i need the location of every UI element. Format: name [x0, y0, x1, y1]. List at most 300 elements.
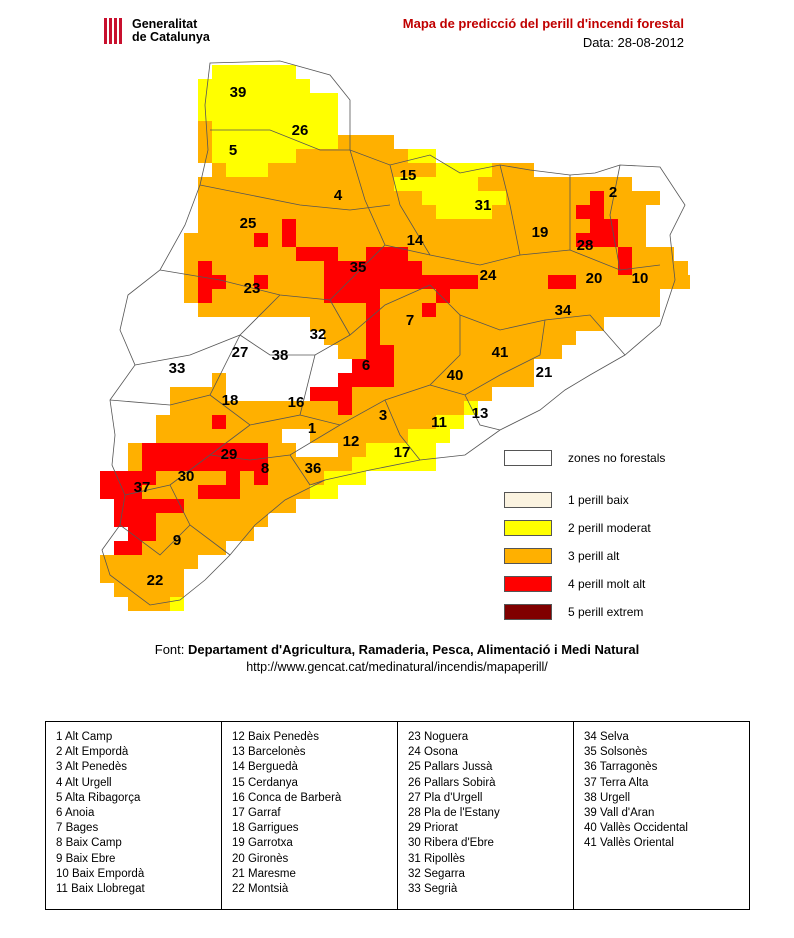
- risk-cell: [268, 261, 282, 275]
- risk-cell: [520, 345, 534, 359]
- risk-cell: [338, 387, 352, 401]
- risk-cell: [296, 233, 310, 247]
- risk-cell: [198, 429, 212, 443]
- risk-cell: [296, 107, 310, 121]
- risk-cell: [464, 275, 478, 289]
- risk-cell: [240, 373, 254, 387]
- risk-cell: [450, 191, 464, 205]
- risk-cell: [268, 443, 282, 457]
- risk-cell: [436, 331, 450, 345]
- risk-cell: [632, 191, 646, 205]
- risk-cell: [450, 317, 464, 331]
- risk-cell: [198, 191, 212, 205]
- risk-cell: [408, 289, 422, 303]
- region-number-label: 14: [406, 232, 424, 249]
- risk-cell: [464, 345, 478, 359]
- risk-cell: [646, 303, 660, 317]
- risk-cell: [380, 359, 394, 373]
- region-number-label: 32: [309, 326, 327, 343]
- risk-cell: [422, 373, 436, 387]
- region-entry: 30 Ribera d'Ebre: [408, 837, 494, 850]
- legend-item: [504, 518, 764, 538]
- risk-cell: [198, 485, 212, 499]
- risk-cell: [296, 345, 310, 359]
- risk-cell: [170, 569, 184, 583]
- risk-cell: [408, 345, 422, 359]
- legend-label: 1 perill baix: [568, 493, 629, 507]
- risk-cell: [478, 289, 492, 303]
- risk-cell: [338, 275, 352, 289]
- risk-cell: [464, 331, 478, 345]
- risk-cell: [212, 429, 226, 443]
- legend-swatch: [504, 520, 552, 536]
- risk-cell: [618, 219, 632, 233]
- risk-cell: [422, 289, 436, 303]
- risk-cell: [254, 233, 268, 247]
- region-number-label: 41: [491, 344, 509, 361]
- region-entry: 1 Alt Camp: [56, 731, 113, 743]
- risk-cell: [422, 387, 436, 401]
- risk-cell: [226, 205, 240, 219]
- risk-cell: [562, 317, 576, 331]
- risk-cell: [450, 219, 464, 233]
- region-number-label: 29: [220, 446, 238, 463]
- risk-cell: [338, 359, 352, 373]
- map-title: Mapa de predicció del perill d'incendi forestal: [402, 16, 684, 31]
- risk-cell: [296, 163, 310, 177]
- risk-cell: [478, 177, 492, 191]
- region-number-label: 34: [554, 302, 572, 319]
- risk-cell: [450, 261, 464, 275]
- risk-cell: [254, 499, 268, 513]
- risk-cell: [366, 261, 380, 275]
- risk-cell: [240, 471, 254, 485]
- risk-cell: [226, 303, 240, 317]
- risk-cell: [212, 289, 226, 303]
- risk-cell: [212, 219, 226, 233]
- risk-cell: [338, 471, 352, 485]
- risk-cell: [492, 303, 506, 317]
- risk-cell: [268, 219, 282, 233]
- risk-cell: [296, 303, 310, 317]
- region-entry: 22 Montsià: [232, 883, 289, 896]
- risk-cell: [394, 401, 408, 415]
- risk-cell: [548, 345, 562, 359]
- region-number-label: 33: [168, 360, 186, 377]
- risk-cell: [590, 205, 604, 219]
- risk-cell: [674, 275, 688, 289]
- map-date: Data: 28-08-2012: [582, 35, 684, 50]
- source-org: Departament d'Agricultura, Ramaderia, Pesca, Alimentació i Medi Natural: [188, 642, 640, 657]
- risk-cell: [212, 65, 226, 79]
- risk-cell: [366, 443, 380, 457]
- risk-cell: [296, 247, 310, 261]
- risk-cell: [352, 457, 366, 471]
- risk-cell: [296, 191, 310, 205]
- region-entry: 23 Noguera: [408, 731, 469, 743]
- risk-cell: [520, 373, 534, 387]
- risk-cell: [240, 387, 254, 401]
- risk-cell: [310, 233, 324, 247]
- risk-cell: [366, 457, 380, 471]
- risk-cell: [352, 275, 366, 289]
- risk-cell: [156, 443, 170, 457]
- risk-cell: [310, 107, 324, 121]
- risk-cell: [212, 205, 226, 219]
- risk-cell: [464, 303, 478, 317]
- risk-cell: [380, 429, 394, 443]
- risk-cell: [618, 303, 632, 317]
- region-number-label: 12: [342, 433, 360, 450]
- risk-cell: [464, 247, 478, 261]
- risk-cell: [156, 513, 170, 527]
- risk-cell: [310, 275, 324, 289]
- risk-cell: [352, 387, 366, 401]
- risk-cell: [422, 275, 436, 289]
- risk-cell: [254, 149, 268, 163]
- risk-cell: [240, 177, 254, 191]
- risk-cell: [114, 583, 128, 597]
- risk-cell: [254, 303, 268, 317]
- risk-cell: [380, 247, 394, 261]
- risk-cell: [184, 261, 198, 275]
- risk-cell: [198, 303, 212, 317]
- risk-cell: [380, 135, 394, 149]
- risk-cell: [450, 205, 464, 219]
- risk-cell: [450, 247, 464, 261]
- risk-cell: [198, 527, 212, 541]
- risk-cell: [310, 177, 324, 191]
- risk-cell: [450, 275, 464, 289]
- region-entry: 12 Baix Penedès: [232, 731, 319, 743]
- risk-cell: [450, 163, 464, 177]
- risk-cell: [310, 401, 324, 415]
- risk-cell: [296, 261, 310, 275]
- risk-cell: [212, 275, 226, 289]
- region-key-table: [45, 721, 750, 910]
- region-entry: 7 Bages: [56, 822, 99, 835]
- region-entry: 16 Conca de Barberà: [232, 791, 342, 804]
- risk-cell: [156, 555, 170, 569]
- risk-cell: [408, 401, 422, 415]
- risk-cell: [226, 65, 240, 79]
- risk-cell: [506, 247, 520, 261]
- risk-cell: [310, 149, 324, 163]
- risk-cell: [268, 163, 282, 177]
- region-number-label: 17: [393, 444, 411, 461]
- risk-cell: [296, 93, 310, 107]
- risk-cell: [156, 499, 170, 513]
- risk-cell: [226, 247, 240, 261]
- risk-cell: [646, 247, 660, 261]
- risk-cell: [254, 177, 268, 191]
- risk-cell: [212, 527, 226, 541]
- risk-cell: [324, 387, 338, 401]
- risk-cell: [408, 331, 422, 345]
- risk-cell: [394, 247, 408, 261]
- risk-cell: [352, 303, 366, 317]
- risk-cell: [338, 303, 352, 317]
- risk-cell: [240, 499, 254, 513]
- risk-cell: [268, 485, 282, 499]
- risk-cell: [394, 345, 408, 359]
- risk-cell: [534, 275, 548, 289]
- risk-cell: [380, 205, 394, 219]
- risk-cell: [548, 247, 562, 261]
- risk-cell: [450, 331, 464, 345]
- source-prefix: Font:: [154, 642, 188, 657]
- region-number-label: 11: [431, 414, 447, 431]
- risk-cell: [422, 149, 436, 163]
- risk-cell: [310, 303, 324, 317]
- risk-cell: [380, 149, 394, 163]
- risk-cell: [492, 373, 506, 387]
- risk-cell: [352, 205, 366, 219]
- risk-cell: [324, 121, 338, 135]
- generalitat-logo: [104, 18, 210, 44]
- risk-cell: [310, 261, 324, 275]
- risk-cell: [576, 177, 590, 191]
- region-number-label: 40: [446, 367, 464, 384]
- risk-cell: [254, 93, 268, 107]
- risk-cell: [408, 261, 422, 275]
- risk-cell: [618, 191, 632, 205]
- legend-label: 5 perill extrem: [568, 605, 644, 619]
- risk-cell: [226, 527, 240, 541]
- risk-cell: [352, 471, 366, 485]
- risk-cell: [408, 373, 422, 387]
- region-entry: 28 Pla de l'Estany: [408, 807, 500, 820]
- risk-cell: [324, 135, 338, 149]
- risk-cell: [268, 331, 282, 345]
- risk-cell: [282, 247, 296, 261]
- risk-cell: [366, 429, 380, 443]
- region-entry: 39 Vall d'Aran: [584, 807, 655, 820]
- region-entry: 4 Alt Urgell: [56, 776, 112, 789]
- risk-cell: [212, 79, 226, 93]
- risk-cell: [226, 177, 240, 191]
- risk-cell: [450, 401, 464, 415]
- risk-cell: [114, 569, 128, 583]
- risk-cell: [184, 233, 198, 247]
- risk-cell: [128, 555, 142, 569]
- risk-cell: [170, 513, 184, 527]
- region-entry: 37 Terra Alta: [584, 776, 649, 789]
- risk-cell: [436, 317, 450, 331]
- risk-cell: [338, 373, 352, 387]
- risk-cell: [478, 359, 492, 373]
- risk-cell: [408, 429, 422, 443]
- risk-cell: [198, 513, 212, 527]
- risk-cell: [562, 177, 576, 191]
- risk-cell: [366, 387, 380, 401]
- risk-cell: [212, 233, 226, 247]
- risk-cell: [422, 219, 436, 233]
- risk-cell: [352, 317, 366, 331]
- legend-item: [504, 602, 764, 622]
- region-number-label: 15: [399, 167, 417, 184]
- risk-cell: [156, 541, 170, 555]
- risk-cell: [226, 485, 240, 499]
- risk-cell: [226, 219, 240, 233]
- risk-cell: [282, 261, 296, 275]
- risk-cell: [226, 261, 240, 275]
- risk-cell: [268, 401, 282, 415]
- risk-cell: [436, 233, 450, 247]
- risk-cell: [198, 471, 212, 485]
- risk-cell: [198, 135, 212, 149]
- risk-cell: [324, 163, 338, 177]
- risk-cell: [198, 149, 212, 163]
- risk-cell: [310, 485, 324, 499]
- risk-cell: [198, 205, 212, 219]
- risk-cell: [562, 331, 576, 345]
- risk-cell: [646, 191, 660, 205]
- risk-cell: [170, 429, 184, 443]
- risk-cell: [366, 275, 380, 289]
- risk-cell: [324, 289, 338, 303]
- risk-cell: [184, 513, 198, 527]
- risk-cell: [422, 191, 436, 205]
- risk-cell: [548, 177, 562, 191]
- risk-cell: [268, 205, 282, 219]
- risk-cell: [576, 289, 590, 303]
- risk-cell: [646, 289, 660, 303]
- risk-cell: [212, 261, 226, 275]
- risk-cell: [478, 233, 492, 247]
- risk-cell: [394, 331, 408, 345]
- risk-cell: [240, 485, 254, 499]
- risk-cell: [618, 289, 632, 303]
- risk-cell: [478, 303, 492, 317]
- risk-cell: [366, 233, 380, 247]
- risk-cell: [198, 401, 212, 415]
- risk-cell: [170, 499, 184, 513]
- risk-cell: [198, 499, 212, 513]
- risk-cell: [380, 261, 394, 275]
- risk-cell: [184, 401, 198, 415]
- risk-cell: [422, 443, 436, 457]
- risk-cell: [366, 373, 380, 387]
- risk-cell: [324, 219, 338, 233]
- risk-cell: [492, 219, 506, 233]
- risk-cell: [324, 457, 338, 471]
- risk-cell: [184, 289, 198, 303]
- risk-cell: [310, 191, 324, 205]
- risk-cell: [254, 331, 268, 345]
- risk-cell: [240, 233, 254, 247]
- risk-cell: [170, 485, 184, 499]
- risk-cell: [548, 289, 562, 303]
- risk-cell: [156, 429, 170, 443]
- risk-cell: [534, 177, 548, 191]
- risk-cell: [282, 485, 296, 499]
- risk-cell: [548, 205, 562, 219]
- logo-line1: Generalitat: [132, 17, 198, 31]
- risk-cell: [618, 261, 632, 275]
- risk-cell: [268, 121, 282, 135]
- risk-cell: [422, 345, 436, 359]
- risk-cell: [226, 499, 240, 513]
- risk-cell: [128, 541, 142, 555]
- risk-cell: [380, 317, 394, 331]
- region-entry: 17 Garraf: [232, 807, 281, 820]
- risk-cell: [380, 177, 394, 191]
- risk-cell: [296, 359, 310, 373]
- risk-cell: [268, 471, 282, 485]
- risk-cell: [590, 219, 604, 233]
- risk-cell: [338, 219, 352, 233]
- risk-cell: [198, 261, 212, 275]
- risk-cell: [352, 331, 366, 345]
- region-number-label: 25: [239, 215, 257, 232]
- risk-cell: [128, 499, 142, 513]
- risk-cell: [282, 373, 296, 387]
- risk-cell: [198, 289, 212, 303]
- risk-cell: [324, 93, 338, 107]
- risk-cell: [198, 219, 212, 233]
- source-block: [0, 642, 794, 674]
- risk-cell: [632, 247, 646, 261]
- source-url[interactable]: http://www.gencat.cat/medinatural/incendis/mapaperill/: [246, 660, 548, 674]
- risk-cell: [380, 191, 394, 205]
- region-entry: 21 Maresme: [232, 867, 296, 880]
- risk-cell: [240, 261, 254, 275]
- risk-cell: [324, 359, 338, 373]
- risk-cell: [380, 443, 394, 457]
- risk-cell: [632, 233, 646, 247]
- risk-cell: [212, 485, 226, 499]
- region-number-label: 22: [146, 572, 164, 589]
- risk-cell: [464, 219, 478, 233]
- risk-cell: [506, 261, 520, 275]
- region-entry: 25 Pallars Jussà: [408, 761, 493, 774]
- risk-cell: [492, 331, 506, 345]
- risk-cell: [338, 289, 352, 303]
- risk-cell: [478, 219, 492, 233]
- legend-swatch: [504, 548, 552, 564]
- risk-cell: [338, 457, 352, 471]
- region-number-label: 31: [474, 197, 492, 214]
- region-entry: 8 Baix Camp: [56, 837, 122, 850]
- risk-cell: [394, 359, 408, 373]
- risk-cell: [142, 443, 156, 457]
- region-entry: 38 Urgell: [584, 791, 631, 804]
- risk-cell: [478, 345, 492, 359]
- region-number-label: 36: [304, 460, 322, 477]
- risk-cell: [170, 583, 184, 597]
- legend-swatch: [504, 492, 552, 508]
- region-number-label: 39: [229, 84, 247, 101]
- risk-cell: [212, 499, 226, 513]
- risk-cell: [254, 65, 268, 79]
- risk-cell: [520, 289, 534, 303]
- risk-cell: [394, 275, 408, 289]
- risk-cell: [590, 303, 604, 317]
- risk-cell: [338, 345, 352, 359]
- risk-cell: [506, 317, 520, 331]
- risk-cell: [450, 345, 464, 359]
- risk-cell: [492, 359, 506, 373]
- risk-cell: [240, 359, 254, 373]
- risk-cell: [562, 191, 576, 205]
- risk-cell: [268, 415, 282, 429]
- risk-cell: [478, 373, 492, 387]
- risk-cell: [268, 79, 282, 93]
- risk-cell: [478, 163, 492, 177]
- legend-swatch: [504, 450, 552, 466]
- risk-cell: [590, 177, 604, 191]
